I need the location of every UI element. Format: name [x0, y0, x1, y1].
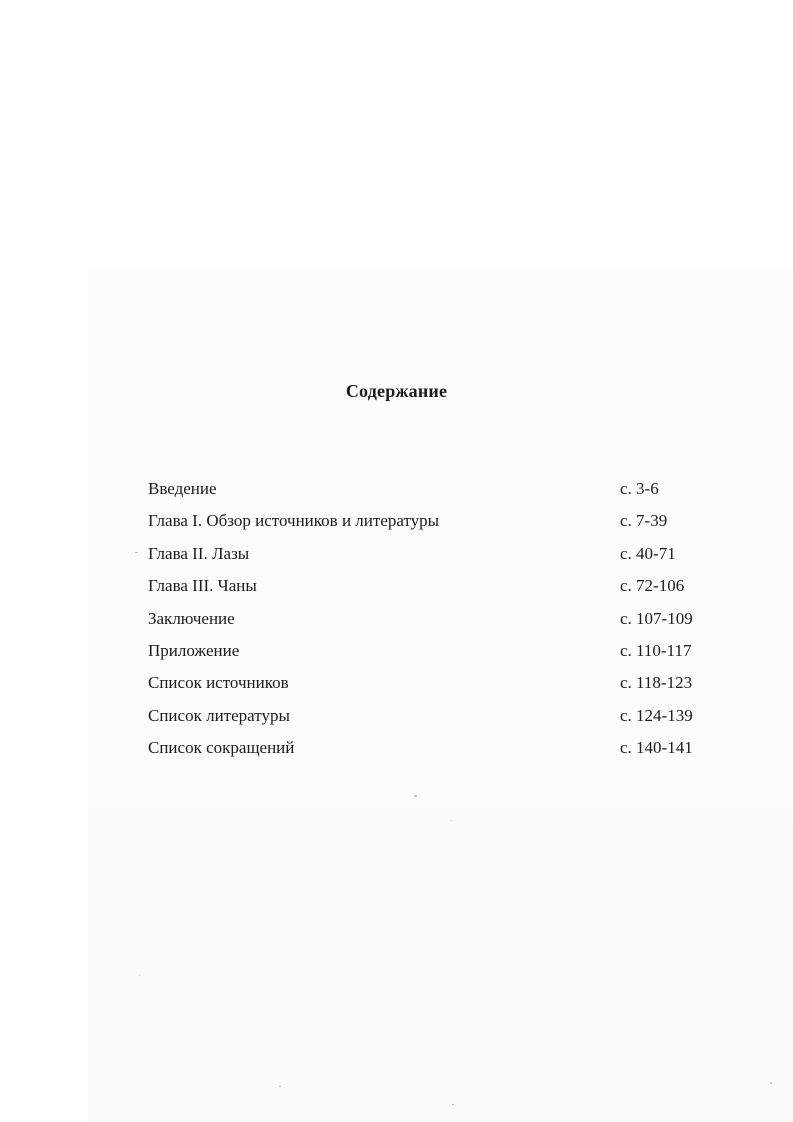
toc-entry-pages: с. 40-71	[620, 543, 676, 563]
toc-entry-pages: с. 107-109	[620, 608, 693, 628]
toc-entry-label: Глава III. Чаны	[148, 576, 257, 596]
toc-entry-label: Заключение	[148, 608, 235, 628]
toc-entry	[148, 703, 708, 735]
scan-speck	[139, 975, 140, 976]
scan-speck	[135, 552, 138, 553]
toc-entry-pages: с. 124-139	[620, 705, 693, 725]
toc-entry	[148, 670, 708, 702]
toc-entry-label: Список сокращений	[148, 738, 295, 758]
toc-entry-pages: с. 3-6	[620, 479, 659, 498]
scan-speck	[414, 795, 417, 797]
toc-entry	[148, 735, 708, 767]
toc-entry	[148, 638, 708, 670]
toc-entry-pages: с. 72-106	[620, 576, 685, 596]
toc-entry-label: Глава II. Лазы	[148, 543, 250, 563]
toc-entry-label: Глава I. Обзор источников и литературы	[148, 511, 440, 531]
toc-entry-label: Приложение	[148, 640, 240, 660]
toc-entry-pages: с. 118-123	[620, 673, 693, 693]
toc-entry-pages: с. 110-117	[620, 640, 692, 660]
toc-entry	[148, 476, 708, 508]
toc-entry-pages: с. 7-39	[620, 511, 668, 531]
toc-entry	[148, 508, 708, 540]
toc-entry-label: Список источников	[148, 673, 289, 693]
toc-entry	[148, 541, 708, 573]
scan-speck	[770, 1082, 772, 1084]
toc-entry	[148, 606, 708, 638]
page-title: Содержание	[345, 381, 448, 401]
toc-entry-pages: с. 140-141	[620, 738, 693, 758]
toc-entry-label: Список литературы	[148, 705, 290, 725]
scan-speck	[279, 1086, 281, 1087]
toc-entry	[148, 573, 708, 605]
scan-speck	[451, 820, 452, 821]
table-of-contents	[148, 476, 708, 768]
scan-speck	[452, 1104, 454, 1105]
toc-entry-label: Введение	[148, 479, 217, 498]
